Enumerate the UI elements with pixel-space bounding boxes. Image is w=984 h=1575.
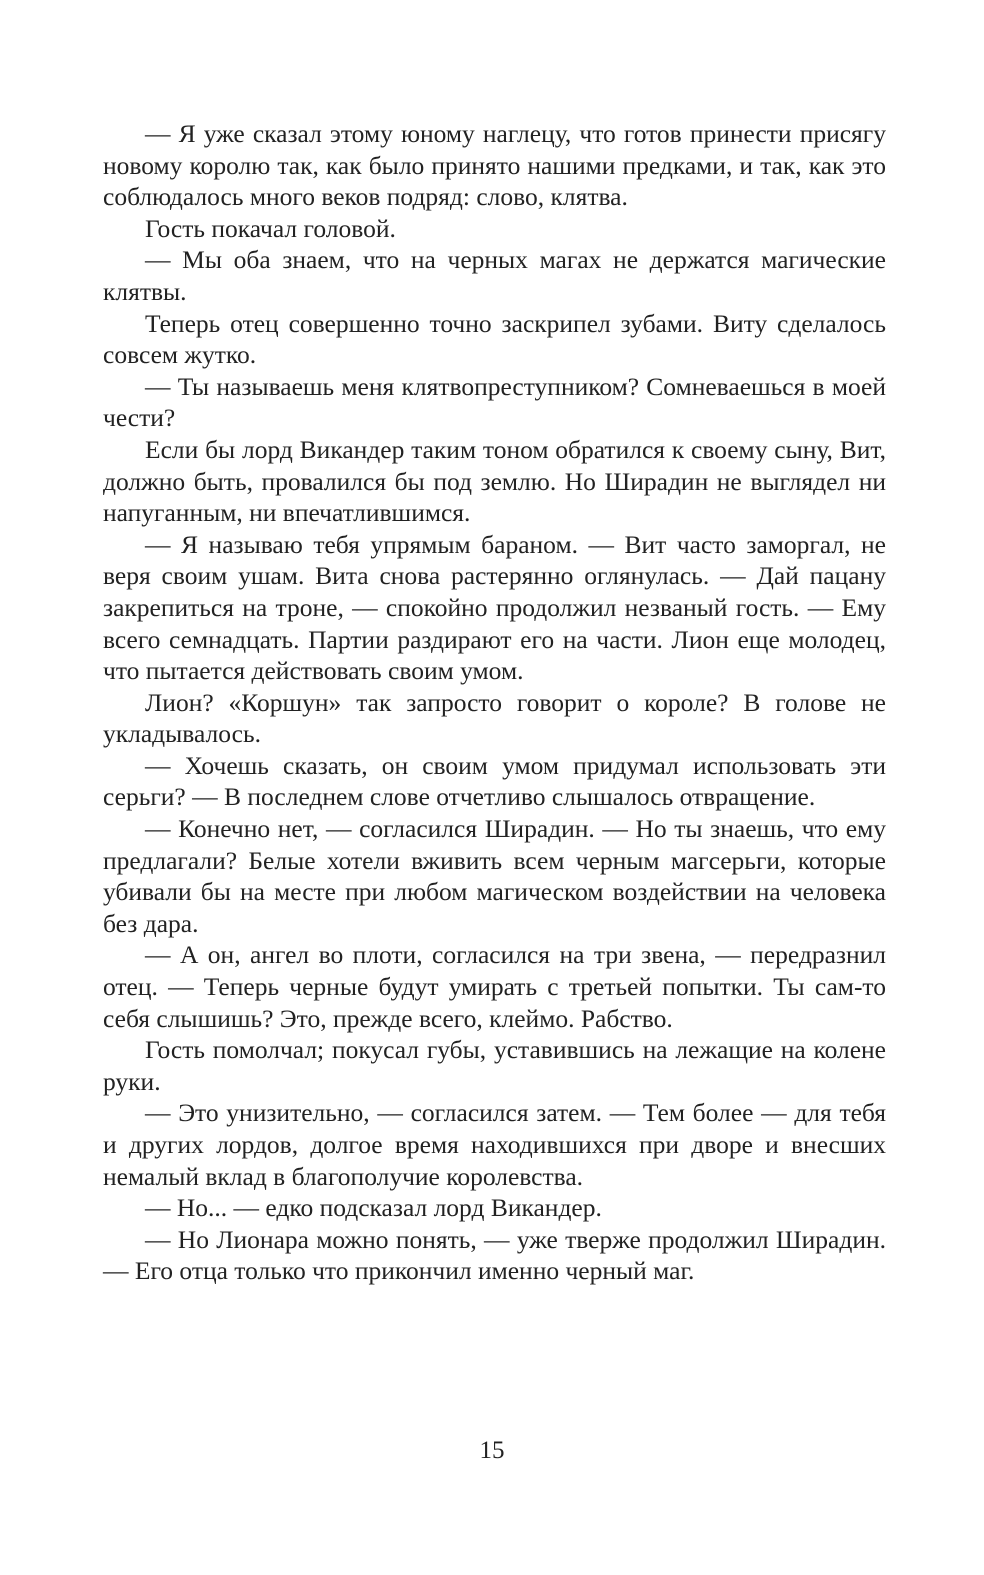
paragraph: — Но Лионара можно понять, — уже тверже продолжил Ширадин. — Его отца только что прикончил именно черный маг.	[103, 1224, 886, 1286]
paragraph: — Конечно нет, — согласился Ширадин. — Но ты знаешь, что ему предлагали? Белые хотели вживить всем черным магсерьги, которые убивали бы на месте при любом магическом воздействии на человека без дара.	[103, 814, 886, 938]
paragraph: Гость помолчал; покусал губы, уставившись на лежащие на колене руки.	[103, 1035, 886, 1096]
paragraph: Гость покачал головой.	[145, 213, 396, 243]
body-text	[103, 118, 886, 1287]
page-number: 15	[479, 1437, 505, 1464]
paragraph: — Но... — едко подсказал лорд Викандер.	[145, 1193, 602, 1223]
paragraph: — Я называю тебя упрямым бараном. — Вит часто заморгал, не веря своим ушам. Вита снова растерянно оглянулась. — Дай пацану закрепиться на троне, — спокойно продолжил незваный гость. — Ему всего семнадцать. Партии раздирают его на части. Лион еще молодец, что пытается действовать своим умом.	[103, 529, 886, 686]
paragraph: — Я уже сказал этому юному наглецу, что готов принести присягу новому королю так, как было принято нашими предками, и так, как это соблюдалось много веков подряд: слово, клятва.	[103, 119, 886, 212]
paragraph: Если бы лорд Викандер таким тоном обратился к своему сыну, Вит, должно быть, провалился бы под землю. Но Ширадин не выглядел ни напуганным, ни впечатлившимся.	[103, 434, 886, 528]
paragraph: — А он, ангел во плоти, согласился на три звена, — передразнил отец. — Теперь черные будут умирать с третьей попытки. Ты сам-то себя слышишь? Это, прежде всего, клеймо. Рабство.	[103, 940, 886, 1033]
paragraph: — Мы оба знаем, что на черных магах не держатся магические клятвы.	[103, 245, 886, 306]
paragraph: — Это унизительно, — согласился затем. — Тем более — для тебя и других лордов, долгое время находившихся при дворе и внесших немалый вклад в благополучие королевства.	[103, 1098, 886, 1191]
paragraph: — Хочешь сказать, он своим умом придумал использовать эти серьги? — В последнем слове отчетливо слышалось отвращение.	[103, 750, 886, 812]
paragraph: — Ты называешь меня клятвопреступником? Сомневаешься в моей чести?	[103, 371, 886, 433]
paragraph: Лион? «Коршун» так запросто говорит о короле? В голове не укладывалось.	[103, 687, 886, 749]
paragraph: Теперь отец совершенно точно заскрипел зубами. Виту сделалось совсем жутко.	[103, 308, 886, 370]
